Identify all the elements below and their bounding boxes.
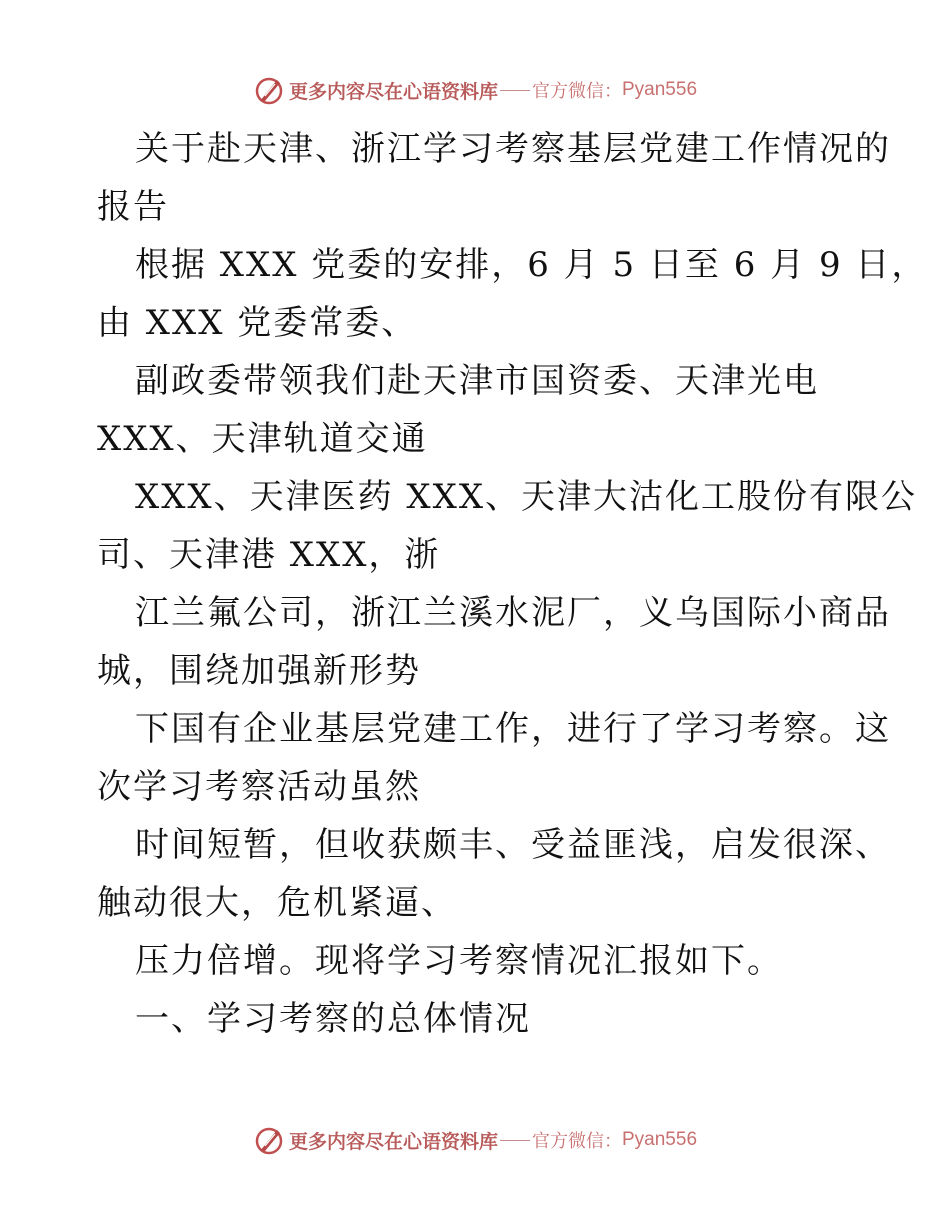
wechat-label: 官方微信： [532,1131,622,1152]
paragraph-line: 时间短暂，但收获颇丰、受益匪浅，启发很深、 [135,825,891,865]
watermark-text: 更多内容尽在心语资料库 [288,80,498,103]
wechat-id: Pyan556 [622,1129,698,1150]
feather-pen-icon [253,74,285,106]
paragraph-line: 压力倍增。现将学习考察情况汇报如下。 [135,941,783,981]
document-body [97,120,928,1048]
watermark-divider [500,1140,530,1141]
wechat-id: Pyan556 [622,79,698,100]
watermark-text: 更多内容尽在心语资料库 [288,1130,498,1153]
wechat-label: 官方微信： [532,81,622,102]
section-heading: 一、学习考察的总体情况 [135,999,531,1039]
paragraph-line: 城，围绕加强新形势 [97,651,421,691]
paragraph-line: 根据 XXX 党委的安排，6 月 5 日至 6 月 9 日， [135,245,928,285]
paragraph-line: 司、天津港 XXX，浙 [97,535,441,575]
title-line: 报告 [97,187,169,227]
paragraph-line: XXX、天津轨道交通 [97,419,428,459]
paragraph-line: 由 XXX 党委常委、 [97,303,418,343]
feather-pen-icon [253,1124,285,1156]
paragraph-line: 副政委带领我们赴天津市国资委、天津光电 [135,361,819,401]
title-line: 关于赴天津、浙江学习考察基层党建工作情况的 [135,129,891,169]
paragraph-line: 江兰氟公司，浙江兰溪水泥厂，义乌国际小商品 [135,593,891,633]
footer-watermark-banner [0,1120,950,1160]
header-watermark-banner [0,70,950,110]
paragraph-line: 次学习考察活动虽然 [97,767,421,807]
paragraph-line: XXX、天津医药 XXX、天津大沽化工股份有限公 [135,477,918,517]
watermark-divider [500,90,530,91]
paragraph-line: 下国有企业基层党建工作，进行了学习考察。这 [135,709,891,749]
paragraph-line: 触动很大，危机紧逼、 [97,883,457,923]
